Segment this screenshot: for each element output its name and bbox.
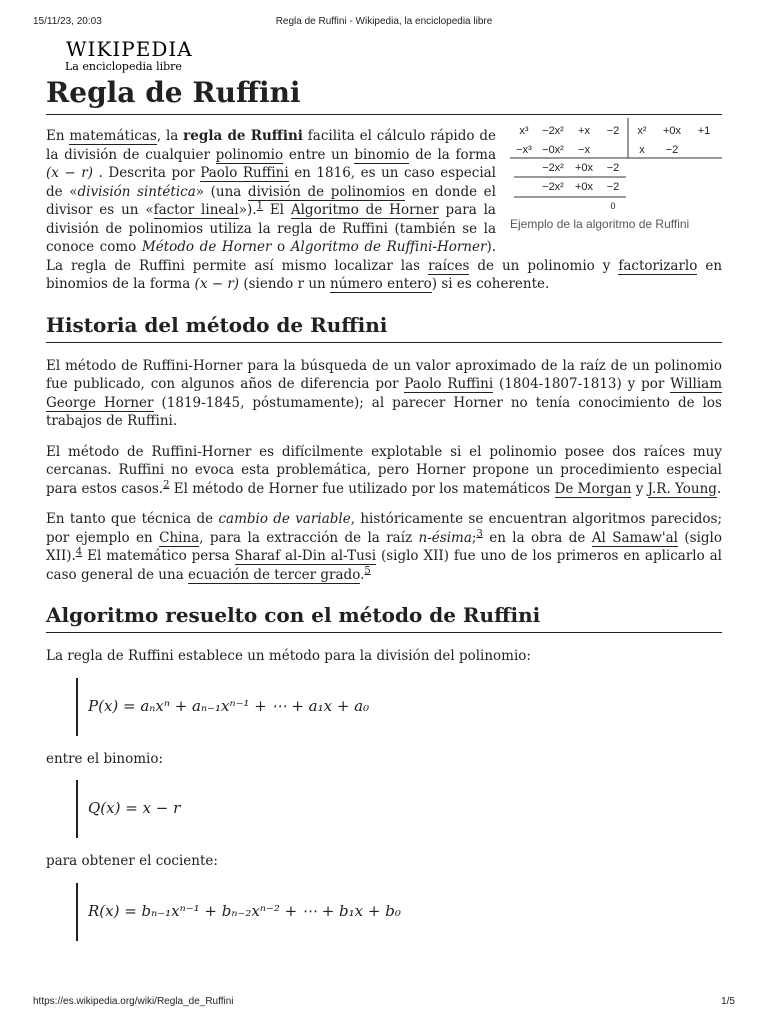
division-cell-r3-c3: −2: [606, 181, 620, 193]
division-cell-r1-c0: −x³: [516, 144, 532, 156]
division-cell-r3-c1: −2x²: [542, 181, 564, 193]
logo-wordmark: WIKIPEDIA: [66, 37, 193, 61]
math-x-minus-r-2: (x − r): [194, 276, 240, 292]
reference-5[interactable]: 5: [364, 565, 371, 576]
page-title: Regla de Ruffini: [46, 76, 722, 115]
link-william-george-horner[interactable]: William George Horner: [46, 376, 722, 411]
link-de-morgan[interactable]: De Morgan: [554, 480, 632, 497]
division-cell-r4-c3: 0: [610, 201, 616, 211]
algoritmo-paragraph-2: entre el binomio:: [46, 750, 164, 767]
reference-4[interactable]: 4: [75, 546, 83, 558]
print-timestamp: 15/11/23, 20:03: [33, 16, 102, 27]
link-paolo-ruffini[interactable]: Paolo Ruffini: [200, 165, 289, 181]
print-footer: [33, 996, 735, 1010]
reference-2[interactable]: 2: [163, 479, 170, 490]
print-header: [33, 16, 735, 30]
equation-p-text: P(x) = aₙxⁿ + aₙ₋₁xⁿ⁻¹ + ⋯ + a₁x + a₀: [88, 696, 370, 715]
equation-r-of-x: [76, 883, 722, 941]
logo-tagline: La enciclopedia libre: [65, 60, 182, 73]
division-cell-r3-c2: +0x: [574, 181, 594, 193]
equation-q-text: Q(x) = x − r: [88, 799, 181, 817]
division-cell-r0-c3: −2: [606, 125, 620, 137]
algoritmo-paragraph-3: para obtener el cociente:: [46, 853, 218, 869]
division-cell-r0-c5: +0x: [662, 125, 682, 137]
intro-paragraph: En matemáticas, la regla de Ruffini facilita el cálculo rápido de la división de cualquier polinomio entre un binomio de la forma (x − r) . Descrita por Paolo Ruffini en 1816, es un caso especial de «división sintética» (una división de polinomios en donde el divisor es un «factor lineal»).$^1$ El Algoritmo de Horner para la división de polinomios utiliza la regla de Ruffini (también se la conoce como Método de Horner o Algoritmo de Ruffini-Horner). La regla de Ruffini permite así mismo localizar las raíces de un polinomio y factorizarlo en binomios de la forma (x − r) (siendo r un número entero) si es coherente.: [46, 128, 723, 292]
historia-paragraph-2: El método de Ruffini-Horner es difícilmente explotable si el polinomio posee dos raíces muy cercanas. Ruffini no evoca esta problemática, pero Horner propone un procedimiento especial para estos casos.$^2$ El método de Horner fue utilizado por los matemáticos De Morgan y J.R. Young.: [46, 443, 722, 497]
division-cell-r2-c1: −2x²: [542, 162, 564, 174]
heading-historia: Historia del método de Ruffini: [46, 312, 722, 343]
division-cell-r1-c2: −x: [578, 144, 590, 156]
link-numero-entero[interactable]: número entero: [330, 276, 432, 292]
division-cell-r0-c4: x²: [637, 125, 647, 137]
division-cell-r1-c4: x: [639, 144, 645, 156]
link-factor-lineal[interactable]: factor lineal: [153, 202, 239, 218]
historia-paragraph-1: El método de Ruffini-Horner para la búsqueda de un valor aproximado de la raíz de un polinomio fue publicado, con algunos años de diferencia por Paolo Ruffini (1804-1807-1813) y por William George Horner (1819-1845, póstumamente); al parecer Horner no tenía conocimiento de los trabajos de Ruffini.: [46, 357, 722, 429]
print-document-title: Regla de Ruffini - Wikipedia, la enciclopedia libre: [275, 16, 493, 27]
division-cell-r2-c2: +0x: [574, 162, 594, 174]
link-division-polinomios[interactable]: división de polinomios: [247, 183, 406, 200]
heading-algoritmo: Algoritmo resuelto con el método de Ruffini: [46, 602, 722, 633]
print-url: https://es.wikipedia.org/wiki/Regla_de_Ruffini: [33, 996, 234, 1007]
division-cell-r0-c1: −2x²: [542, 125, 564, 137]
equation-q-of-x: [76, 780, 722, 838]
article-content: [46, 38, 722, 955]
link-raices[interactable]: raíces: [428, 257, 470, 274]
link-paolo-ruffini-2[interactable]: Paolo Ruffini: [404, 376, 494, 392]
ruffini-division-table: [510, 117, 722, 215]
division-cell-r0-c6: +1: [697, 125, 711, 137]
equation-p-of-x: [76, 678, 722, 736]
division-cell-r1-c5: −2: [665, 144, 679, 156]
algoritmo-paragraph-1: La regla de Ruffini establece un método para la división del polinomio:: [46, 648, 531, 664]
figure-caption: Ejemplo de la algoritmo de Ruffini: [510, 217, 690, 231]
link-algoritmo-horner[interactable]: Algoritmo de Horner: [290, 202, 439, 218]
link-factorizarlo[interactable]: factorizarlo: [618, 257, 698, 274]
link-china[interactable]: China: [159, 529, 200, 546]
link-polinomio[interactable]: polinomio: [215, 146, 284, 163]
reference-3[interactable]: 3: [476, 528, 483, 539]
print-page-number: 1/5: [721, 996, 735, 1007]
wikipedia-logo[interactable]: [46, 38, 722, 76]
ruffini-example-figure: [510, 117, 722, 232]
link-ecuacion-tercer-grado[interactable]: ecuación de tercer grado: [188, 566, 361, 583]
division-cell-r0-c2: +x: [578, 125, 590, 137]
link-sharaf-al-din-al-tusi[interactable]: Sharaf al-Din al-Tusi: [234, 548, 377, 564]
reference-1[interactable]: 1: [256, 200, 263, 212]
division-cell-r1-c1: −0x²: [542, 144, 564, 156]
equation-r-text: R(x) = bₙ₋₁xⁿ⁻¹ + bₙ₋₂xⁿ⁻² + ⋯ + b₁x + b₀: [88, 901, 401, 920]
link-jr-young[interactable]: J.R. Young: [647, 480, 717, 497]
historia-paragraph-3: En tanto que técnica de cambio de variable, históricamente se encuentran algoritmos parecidos; por ejemplo en China, para la extracción de la raíz n-ésima;$^3$ en la obra de Al Samaw'al (siglo XII).$^4$ El matemático persa Sharaf al-Din al-Tusi (siglo XII) fue uno de los primeros en aplicarlo al caso general de una ecuación de tercer grado.$^5$: [46, 511, 723, 583]
division-cell-r0-c0: x³: [519, 125, 529, 137]
link-al-samawal[interactable]: Al Samaw'al: [591, 529, 678, 546]
link-binomio[interactable]: binomio: [354, 146, 410, 163]
link-matematicas[interactable]: matemáticas: [69, 128, 157, 144]
division-cell-r2-c3: −2: [606, 162, 620, 174]
math-x-minus-r: (x − r): [46, 165, 93, 181]
